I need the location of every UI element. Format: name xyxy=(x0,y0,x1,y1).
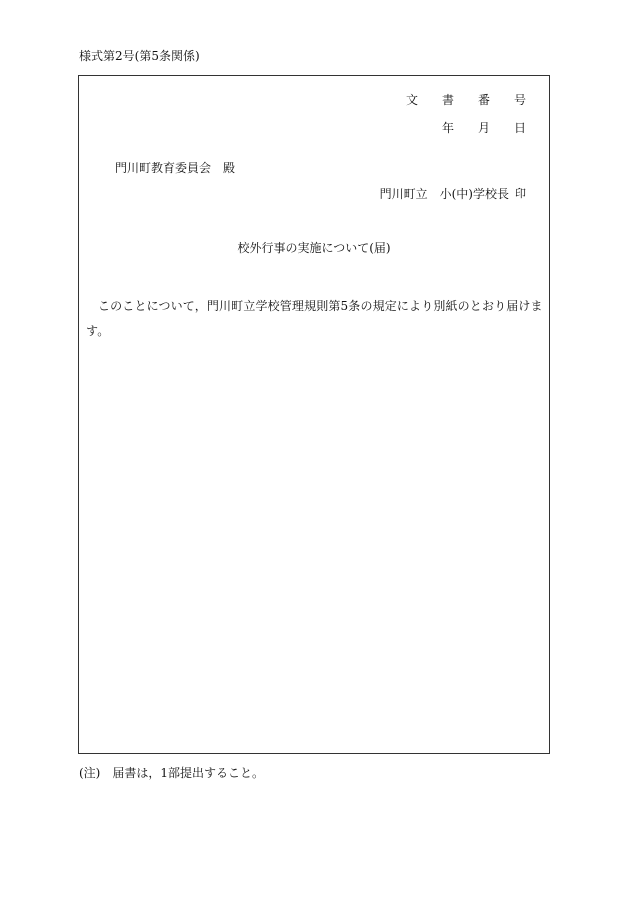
date-year-label: 年 xyxy=(441,121,454,135)
seal-mark: 印 xyxy=(515,187,526,200)
date-day-label: 日 xyxy=(513,121,526,135)
recipient: 門川町教育委員会 殿 xyxy=(115,161,236,175)
document-number-char: 号 xyxy=(513,93,526,107)
body-text: このことについて，門川町立学校管理規則第5条の規定により別紙のとおり届けます。 xyxy=(86,299,543,338)
footnote-text: 届書は，1部提出すること。 xyxy=(112,766,265,780)
document-number-char: 書 xyxy=(441,93,454,107)
footnote xyxy=(79,766,264,780)
sender xyxy=(380,187,526,201)
date-month-label: 月 xyxy=(477,121,490,135)
form-label: 様式第2号(第5条関係) xyxy=(79,49,200,63)
document-date-field xyxy=(442,121,526,135)
form-frame xyxy=(78,75,550,754)
footnote-label: (注) xyxy=(79,766,101,780)
document-number-field xyxy=(406,93,526,107)
document-title: 校外行事の実施について(届) xyxy=(237,241,391,255)
document-number-char: 番 xyxy=(477,93,490,107)
document-number-char: 文 xyxy=(405,93,418,107)
sender-name: 門川町立 小(中)学校長 xyxy=(379,187,509,201)
